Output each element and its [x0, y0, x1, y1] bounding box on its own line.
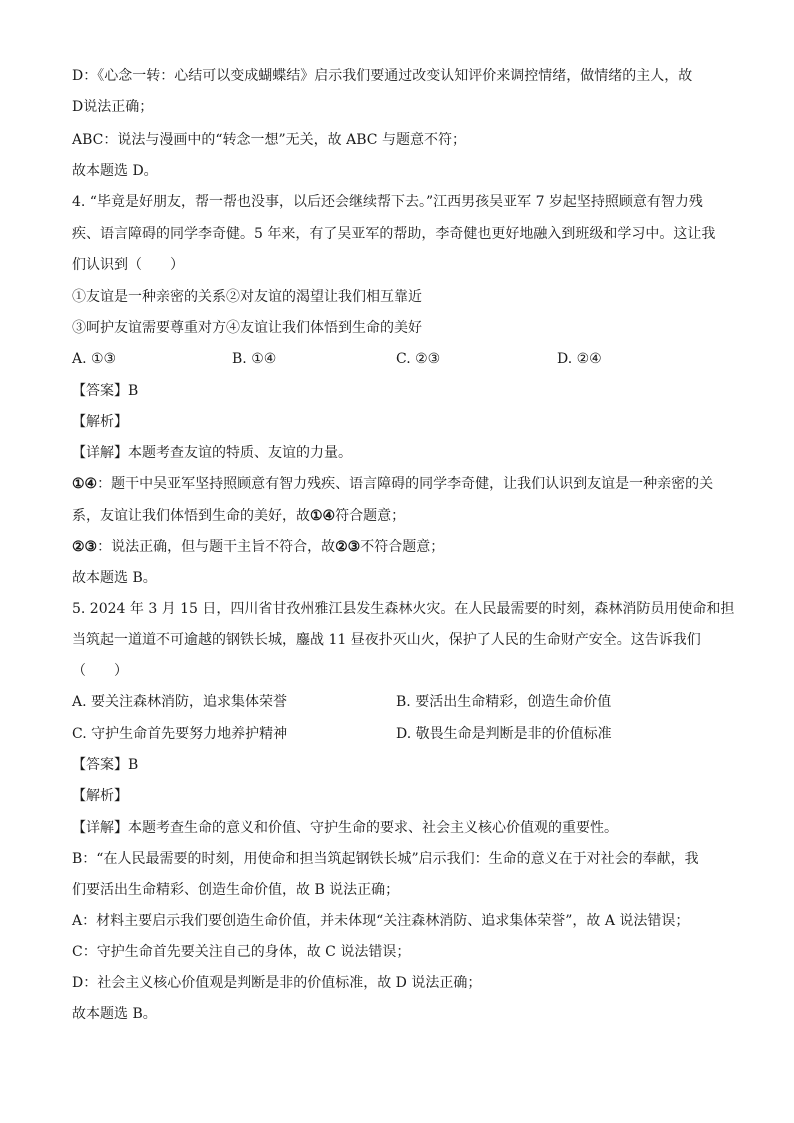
- q4-stem-line-3: 们认识到（ ）: [72, 257, 184, 273]
- q4-exp1-cont-label: ①④: [310, 508, 336, 524]
- q4-analysis-label: 【解析】: [72, 414, 128, 430]
- q3-option-d-explanation: D：《心念一转：心结可以变成蝴蝶结》启示我们要通过改变认知评价来调控情绪，做情绪的主人，故: [72, 68, 693, 84]
- q4-option-c: C. ②③: [396, 351, 441, 367]
- q4-exp1-label: ①④: [72, 476, 98, 492]
- q4-exp1-text: ：题干中吴亚军坚持照顾意有智力残疾、语言障碍的同学李奇健，让我们认识到友谊是一种亲密的关: [97, 476, 714, 492]
- q5-conclusion: 故本题选 B。: [72, 1006, 157, 1022]
- q5-stem-line-1: 5. 2024 年 3 月 15 日，四川省甘孜州雅江县发生森林火灾。在人民最需要的时刻，森林消防员用使命和担: [72, 601, 735, 617]
- q4-conclusion: 故本题选 B。: [72, 570, 157, 586]
- q5-option-c: C. 守护生命首先要努力地养护精神: [72, 726, 288, 742]
- q5-option-d-explanation: D：社会主义核心价值观是判断是非的价值标准，故 D 说法正确；: [72, 975, 482, 991]
- q5-option-b: B. 要活出生命精彩，创造生命价值: [396, 694, 612, 710]
- q4-exp2-label-inline: ②③: [335, 539, 361, 555]
- q5-answer: 【答案】B: [72, 757, 139, 773]
- q4-items-line-2: ③呵护友谊需要尊重对方④友谊让我们体悟到生命的美好: [72, 320, 422, 336]
- q4-explanation-2: [72, 537, 444, 557]
- q5-option-a-explanation: A：材料主要启示我们要创造生命价值，并未体现“关注森林消防、追求集体荣誉”，故 A 说法错误；: [72, 913, 690, 929]
- q5-stem-line-3: （ ）: [72, 663, 128, 679]
- q3-conclusion: 故本题选 D。: [72, 163, 158, 179]
- q5-detail: 【详解】本题考查生命的意义和价值、守护生命的要求、社会主义核心价值观的重要性。: [72, 820, 618, 836]
- q4-exp2-tail: 不符合题意；: [360, 539, 445, 555]
- q4-explanation-1-cont: [72, 506, 405, 526]
- q4-option-d: D. ②④: [557, 351, 602, 367]
- q4-exp2-label: ②③: [72, 539, 98, 555]
- q5-analysis-label: 【解析】: [72, 788, 128, 804]
- q4-items-line-1: ①友谊是一种亲密的关系②对友谊的渴望让我们相互靠近: [72, 289, 422, 305]
- q4-exp2-text: ：说法正确，但与题干主旨不符合，故: [97, 539, 336, 555]
- q4-stem-line-2: 疾、语言障碍的同学李奇健。5 年来，有了吴亚军的帮助，李奇健也更好地融入到班级和学习中。这让我: [72, 226, 716, 242]
- q4-explanation-1: [72, 474, 713, 494]
- q4-option-b: B. ①④: [232, 351, 277, 367]
- q4-exp1-cont-text: 系，友谊让我们体悟到生命的美好，故: [72, 508, 310, 524]
- q4-exp1-cont-tail: 符合题意；: [335, 508, 406, 524]
- q4-option-a: A. ①③: [72, 351, 117, 367]
- q5-option-a: A. 要关注森林消防，追求集体荣誉: [72, 694, 288, 710]
- q4-detail: 【详解】本题考查友谊的特质、友谊的力量。: [72, 445, 352, 461]
- q3-option-d-explanation-cont: D说法正确；: [72, 99, 154, 115]
- q5-option-c-explanation: C：守护生命首先要关注自己的身体，故 C 说法错误；: [72, 944, 411, 960]
- q5-option-b-explanation-cont: 们要活出生命精彩、创造生命价值，故 B 说法正确；: [72, 882, 400, 898]
- q5-option-d: D. 敬畏生命是判断是非的价值标准: [396, 726, 612, 742]
- q4-stem-line-1: 4. “毕竟是好朋友，帮一帮也没事，以后还会继续帮下去。”江西男孩吴亚军 7 岁起坚持照顾意有智力残: [72, 194, 703, 210]
- q5-stem-line-2: 当筑起一道道不可逾越的钢铁长城，鏖战 11 昼夜扑灭山火，保护了人民的生命财产安全。这告诉我们: [72, 632, 701, 648]
- q5-option-b-explanation: B：“在人民最需要的时刻，用使命和担当筑起钢铁长城”启示我们：生命的意义在于对社会的奉献，我: [72, 851, 699, 867]
- q3-abc-explanation: ABC：说法与漫画中的“转念一想”无关，故 ABC 与题意不符；: [72, 132, 466, 148]
- q4-answer: 【答案】B: [72, 383, 139, 399]
